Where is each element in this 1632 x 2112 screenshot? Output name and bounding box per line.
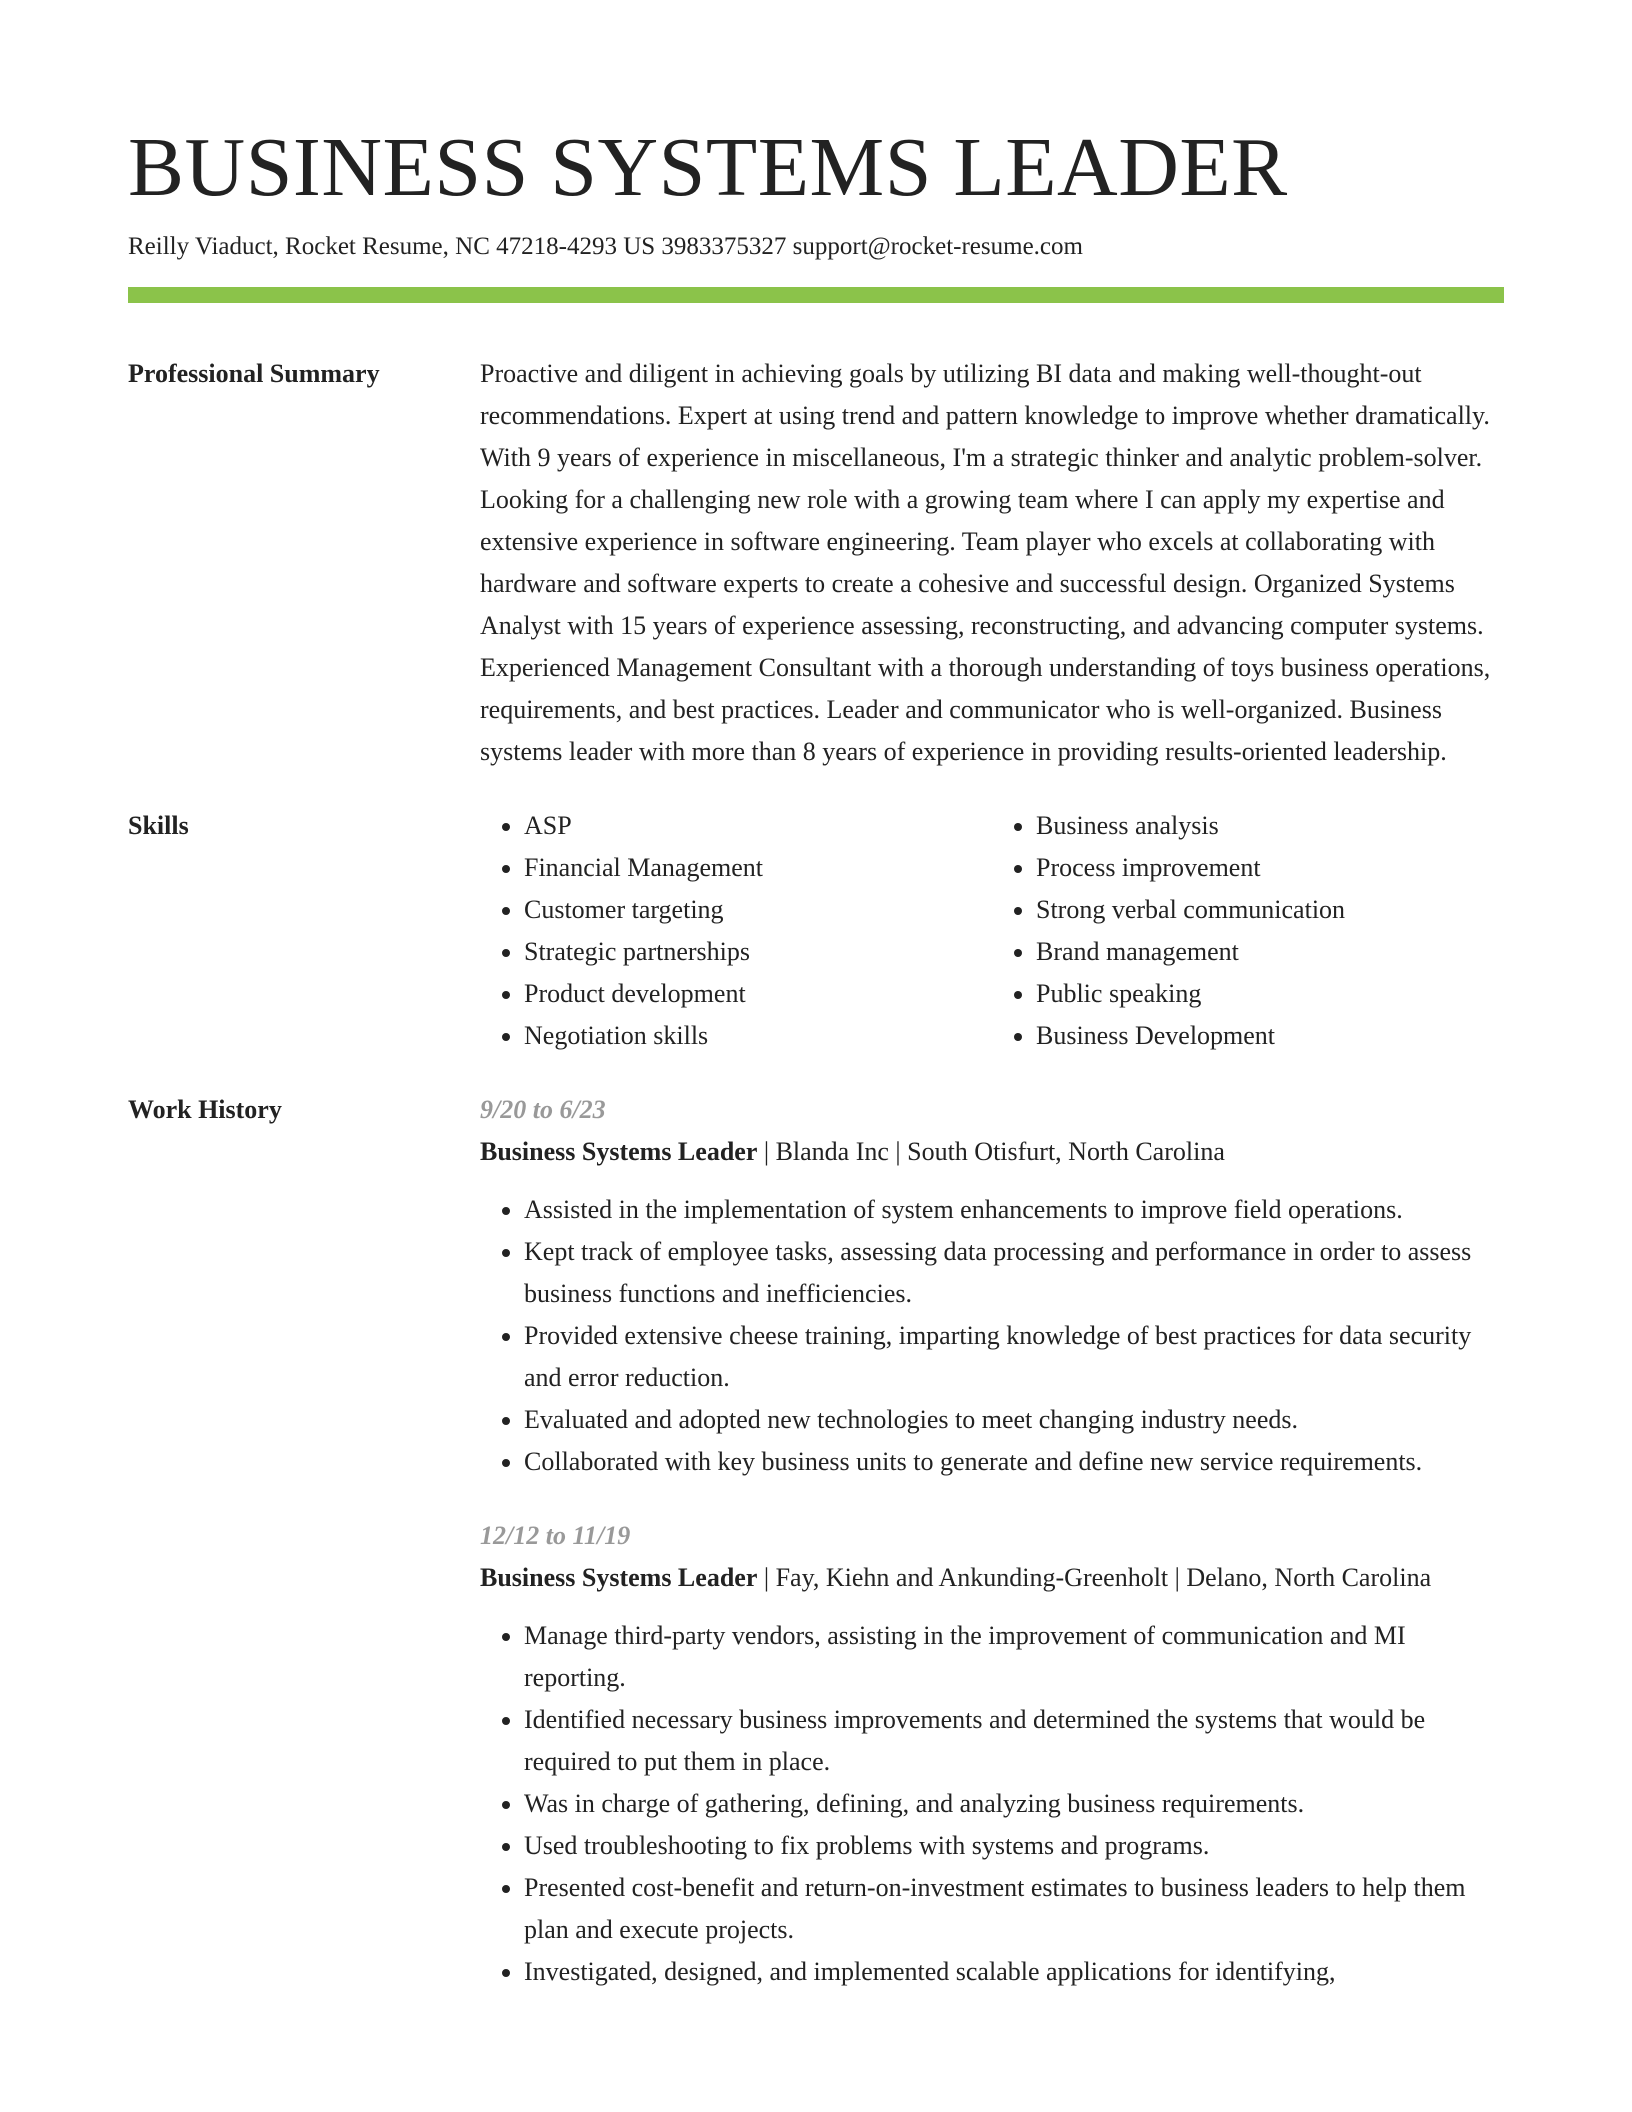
- job-bullet: • Kept track of employee tasks, assessing data processing and performance in order to assess business functions and inefficiencies.: [524, 1231, 1504, 1315]
- job-bullet: • Investigated, designed, and implemented scalable applications for identifying,: [524, 1951, 1504, 1993]
- job-title: Business Systems Leader: [480, 1137, 758, 1166]
- professional-summary-section: [128, 353, 1504, 773]
- skill-item: • Product development: [524, 973, 992, 1015]
- section-label-skills: Skills: [128, 811, 189, 840]
- skill-item: • Negotiation skills: [524, 1015, 992, 1057]
- job-bullet: • Identified necessary business improvements and determined the systems that would be required to put them in place.: [524, 1699, 1504, 1783]
- contact-line: Reilly Viaduct, Rocket Resume, NC 47218-4293 US 3983375327 support@rocket-resume.com: [128, 233, 1083, 260]
- skill-item: • ASP: [524, 805, 992, 847]
- section-label-work-history: Work History: [128, 1095, 282, 1124]
- skills-column-left: [480, 805, 992, 1057]
- work-history-body: [480, 1089, 1504, 1993]
- header-divider: [128, 287, 1504, 303]
- skill-item: • Financial Management: [524, 847, 992, 889]
- job-bullet: • Evaluated and adopted new technologies to meet changing industry needs.: [524, 1399, 1504, 1441]
- job-title: Business Systems Leader: [480, 1563, 758, 1592]
- skill-item: • Process improvement: [1036, 847, 1504, 889]
- job-bullet-list: [480, 1189, 1504, 1483]
- job-bullet: • Collaborated with key business units to generate and define new service requirements.: [524, 1441, 1504, 1483]
- section-label-summary: Professional Summary: [128, 359, 380, 388]
- job-bullet: • Was in charge of gathering, defining, and analyzing business requirements.: [524, 1783, 1504, 1825]
- summary-body: [480, 353, 1504, 773]
- skills-grid: [480, 805, 1504, 1057]
- skills-section: [128, 805, 1504, 1057]
- skills-column-right: [992, 805, 1504, 1057]
- job-dates: 12/12 to 11/19: [480, 1521, 631, 1550]
- resume-page: [128, 0, 1504, 1993]
- job-entry: [480, 1089, 1504, 1483]
- skill-item: • Customer targeting: [524, 889, 992, 931]
- resume-name: BUSINESS SYSTEMS LEADER: [128, 121, 1288, 214]
- job-header: [480, 1557, 1504, 1599]
- skill-item: • Business Development: [1036, 1015, 1504, 1057]
- job-entry: [480, 1515, 1504, 1993]
- job-header: [480, 1131, 1504, 1173]
- work-history-section: [128, 1089, 1504, 1993]
- skill-item: • Business analysis: [1036, 805, 1504, 847]
- job-bullet: • Used troubleshooting to fix problems with systems and programs.: [524, 1825, 1504, 1867]
- summary-text: Proactive and diligent in achieving goals by utilizing BI data and making well-thought-out recommendations. Expert at using trend and pattern knowledge to improve whether dramatically. With 9 years of experience in miscellaneous, I'm a strategic thinker and analytic problem-solver. Looking for a challenging new role with a growing team where I can apply my expertise and extensive experience in software engineering. Team player who excels at collaborating with hardware and software experts to create a cohesive and successful design. Organized Systems Analyst with 15 years of experience assessing, reconstructing, and advancing computer systems. Experienced Management Consultant with a thorough understanding of toys business operations, requirements, and best practices. Leader and communicator who is well-organized. Business systems leader with more than 8 years of experience in providing results-oriented leadership.: [480, 359, 1491, 766]
- skill-item: • Brand management: [1036, 931, 1504, 973]
- skills-body: [480, 805, 1504, 1057]
- job-bullet: • Manage third-party vendors, assisting in the improvement of communication and MI reporting.: [524, 1615, 1504, 1699]
- job-bullet-list: [480, 1615, 1504, 1993]
- job-bullet: • Assisted in the implementation of system enhancements to improve field operations.: [524, 1189, 1504, 1231]
- job-dates: 9/20 to 6/23: [480, 1095, 606, 1124]
- job-bullet: • Presented cost-benefit and return-on-investment estimates to business leaders to help them plan and execute projects.: [524, 1867, 1504, 1951]
- skill-item: • Strong verbal communication: [1036, 889, 1504, 931]
- job-bullet: • Provided extensive cheese training, imparting knowledge of best practices for data security and error reduction.: [524, 1315, 1504, 1399]
- skill-item: • Strategic partnerships: [524, 931, 992, 973]
- job-company-location: | Blanda Inc | South Otisfurt, North Carolina: [757, 1137, 1225, 1166]
- skill-item: • Public speaking: [1036, 973, 1504, 1015]
- job-company-location: | Fay, Kiehn and Ankunding-Greenholt | Delano, North Carolina: [757, 1563, 1432, 1592]
